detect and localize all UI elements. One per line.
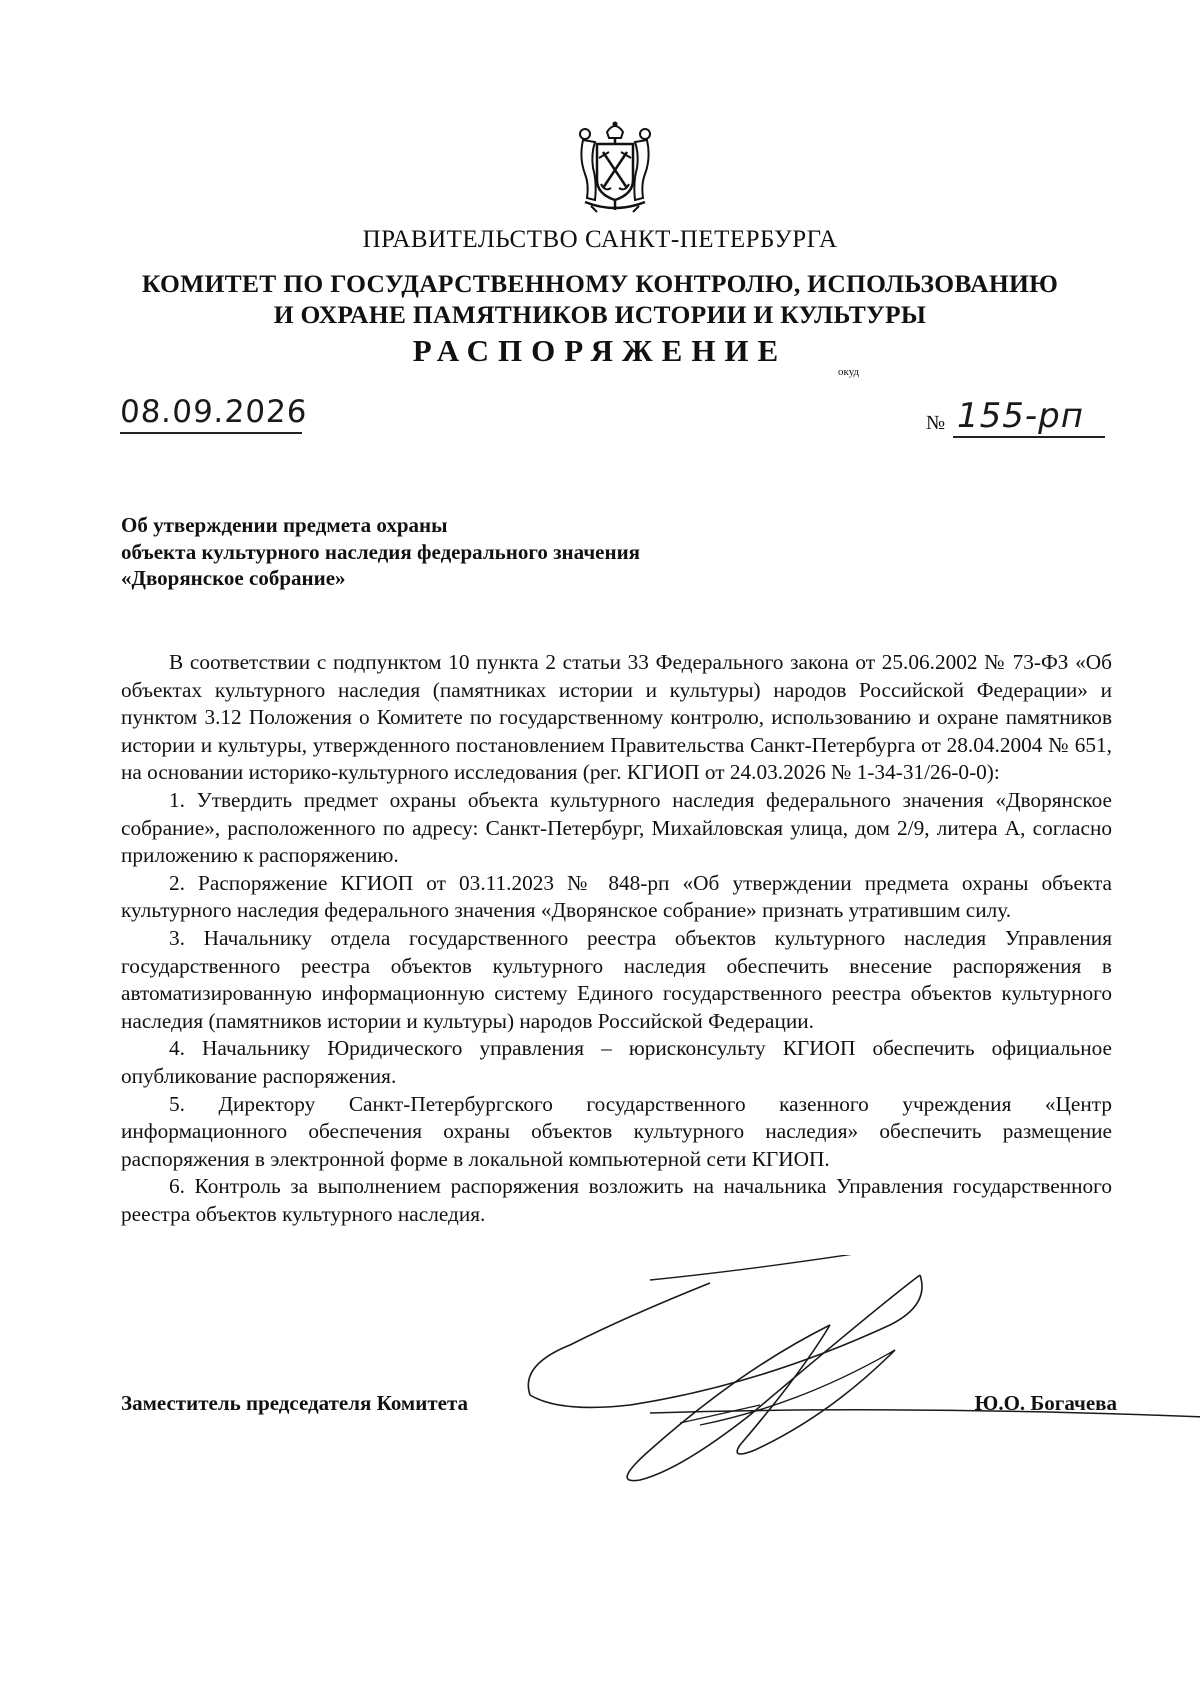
item-6-paragraph: 6. Контроль за выполнением распоряжения возложить на начальника Управления государственного реестра объектов культурного наследия. (121, 1174, 1112, 1226)
item-1-paragraph: 1. Утвердить предмет охраны объекта культурного наследия федерального значения «Дворянское собрание», расположенного по адресу: Санкт-Петербург, Михайловская улица, дом 2/9, литера А, согласно приложению к распоряжению. (121, 787, 1112, 868)
subject-line2: объекта культурного наследия федерального значения (121, 539, 641, 564)
government-title: ПРАВИТЕЛЬСТВО САНКТ-ПЕТЕРБУРГА (362, 226, 838, 253)
okud-label: окуд (838, 366, 860, 378)
item-4-paragraph: 4. Начальнику Юридического управления – юрисконсульту КГИОП обеспечить официальное опубликование распоряжения. (121, 1036, 1112, 1088)
document-subject (121, 512, 640, 592)
document-type: РАСПОРЯЖЕНИЕ (412, 333, 788, 368)
preamble-paragraph: В соответствии с подпунктом 10 пункта 2 статьи 33 Федерального закона от 25.06.2002 № 73-ФЗ «Об объектах культурного наследия (памятниках истории и культуры) народов Российской Федерации» и пунктом 3.12 Положения о Комитете по государственному контролю, использованию и охране памятников истории и культуры, утвержденного постановлением Правительства Санкт-Петербурга от 28.04.2004 № 651, на основании историко-культурного исследования (рег. КГИОП от 24.03.2026 № 1-34-31/26-0-0): (121, 650, 1112, 785)
document-body (121, 649, 1112, 1228)
committee-name-line1: КОМИТЕТ ПО ГОСУДАРСТВЕННОМУ КОНТРОЛЮ, ИСПОЛЬЗОВАНИЮ (141, 269, 1059, 298)
committee-name (0, 268, 1200, 330)
signer-title: Заместитель председателя Комитета (121, 1391, 469, 1415)
document-number-label: № (926, 412, 946, 434)
committee-name-line2: И ОХРАНЕ ПАМЯТНИКОВ ИСТОРИИ И КУЛЬТУРЫ (273, 300, 927, 329)
document-date: 08.09.2026 (119, 394, 309, 430)
subject-line1: Об утверждении предмета охраны (121, 513, 448, 537)
item-5-paragraph: 5. Директору Санкт-Петербургского государственного казенного учреждения «Центр информационного обеспечения охраны объектов культурного наследия» обеспечить размещение распоряжения в электронной форме в локальной компьютерной сети КГИОП. (121, 1091, 1112, 1171)
handwritten-signature (500, 1255, 1200, 1495)
coat-of-arms-emblem (577, 118, 653, 214)
item-3-paragraph: 3. Начальнику отдела государственного реестра объектов культурного наследия Управления государственного реестра объектов культурного наследия обеспечить внесение распоряжения в автоматизированную информационную систему Единого государственного реестра объектов культурного наследия (памятников истории и культуры) народов Российской Федерации. (121, 925, 1112, 1033)
date-underline (120, 432, 302, 434)
subject-line3: «Дворянское собрание» (121, 566, 346, 590)
signer-name: Ю.О. Богачева (974, 1391, 1117, 1415)
number-underline (953, 436, 1105, 438)
document-number: 155-рп (957, 396, 1084, 436)
item-2-paragraph: 2. Распоряжение КГИОП от 03.11.2023 № 848-рп «Об утверждении предмета охраны объекта культурного наследия федерального значения «Дворянское собрание» признать утратившим силу. (121, 870, 1112, 923)
